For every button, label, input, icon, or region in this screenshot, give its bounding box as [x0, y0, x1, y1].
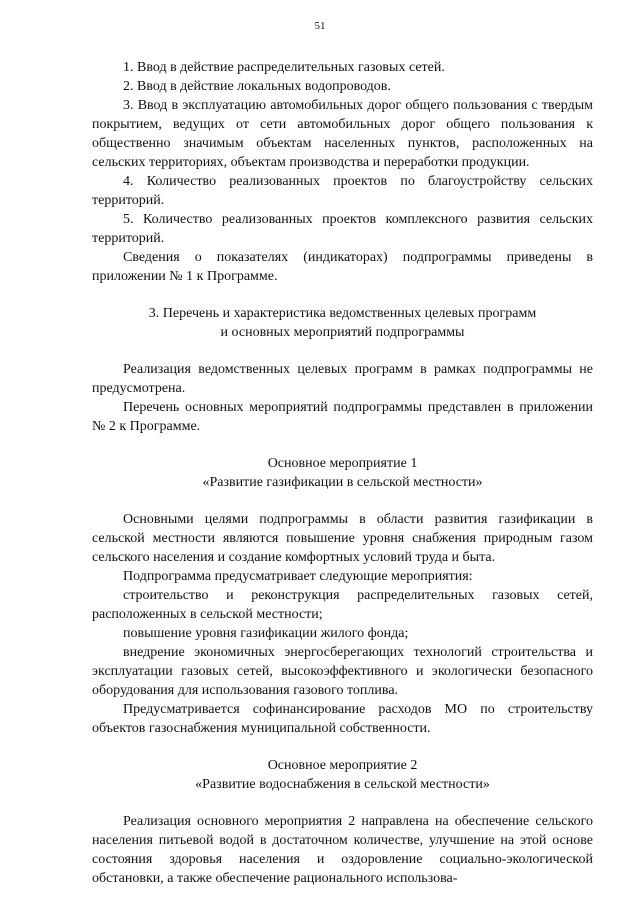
activity-heading-line: Основное мероприятие 1: [267, 456, 418, 471]
section-heading-line: и основных мероприятий подпрограммы: [220, 325, 465, 340]
list-item: 1. Ввод в действие распределительных газовых сетей.: [123, 60, 445, 75]
section-heading-line: 3. Перечень и характеристика ведомственных целевых программ: [148, 306, 537, 321]
paragraph: Перечень основных мероприятий подпрограммы представлен в приложении № 2 к Программе.: [92, 400, 593, 434]
activity2-heading: [92, 756, 593, 794]
list-item: 2. Ввод в действие локальных водопроводов.: [123, 79, 391, 94]
paragraph: Подпрограмма предусматривает следующие мероприятия:: [123, 569, 473, 584]
document-body: [92, 58, 593, 888]
page-number: 51: [314, 20, 326, 32]
list-item: 5. Количество реализованных проектов комплексного развития сельских территорий.: [92, 212, 593, 246]
list-item: 3. Ввод в эксплуатацию автомобильных дорог общего пользования с твердым покрытием, ведущих от сети автомобильных дорог общего пользования к общественно значимым объектам населенных пунктов, расположенных на сельских территориях, объектам производства и переработки продукции.: [92, 98, 593, 170]
paragraph: Реализация ведомственных целевых программ в рамках подпрограммы не предусмотрена.: [92, 362, 593, 396]
indicators-note: Сведения о показателях (индикаторах) подпрограммы приведены в приложении № 1 к Программе.: [92, 250, 593, 284]
activity-heading-line: «Развитие газификации в сельской местности»: [202, 475, 483, 490]
paragraph: повышение уровня газификации жилого фонда;: [123, 626, 409, 641]
paragraph: строительство и реконструкция распределительных газовых сетей, расположенных в сельской местности;: [92, 588, 593, 622]
activity1-heading: [92, 454, 593, 492]
paragraph: Реализация основного мероприятия 2 направлена на обеспечение сельского населения питьевой водой в достаточном количестве, улучшение на этой основе состояния здоровья населения и оздоровление социально-экологической обстановки, а также обеспечение рационального использова-: [92, 814, 593, 886]
paragraph: Основными целями подпрограммы в области развития газификации в сельской местности являются повышение уровня снабжения природным газом сельского населения и создание комфортных условий труда и быта.: [92, 512, 593, 565]
paragraph: внедрение экономичных энергосберегающих технологий строительства и эксплуатации газовых сетей, высокоэффективного и экологически безопасного оборудования для использования газового топлива.: [92, 645, 593, 698]
activity-heading-line: «Развитие водоснабжения в сельской местности»: [195, 777, 490, 792]
list-item: 4. Количество реализованных проектов по благоустройству сельских территорий.: [92, 174, 593, 208]
paragraph: Предусматривается софинансирование расходов МО по строительству объектов газоснабжения муниципальной собственности.: [92, 702, 593, 736]
section3-heading: [92, 304, 593, 342]
activity-heading-line: Основное мероприятие 2: [267, 758, 418, 773]
